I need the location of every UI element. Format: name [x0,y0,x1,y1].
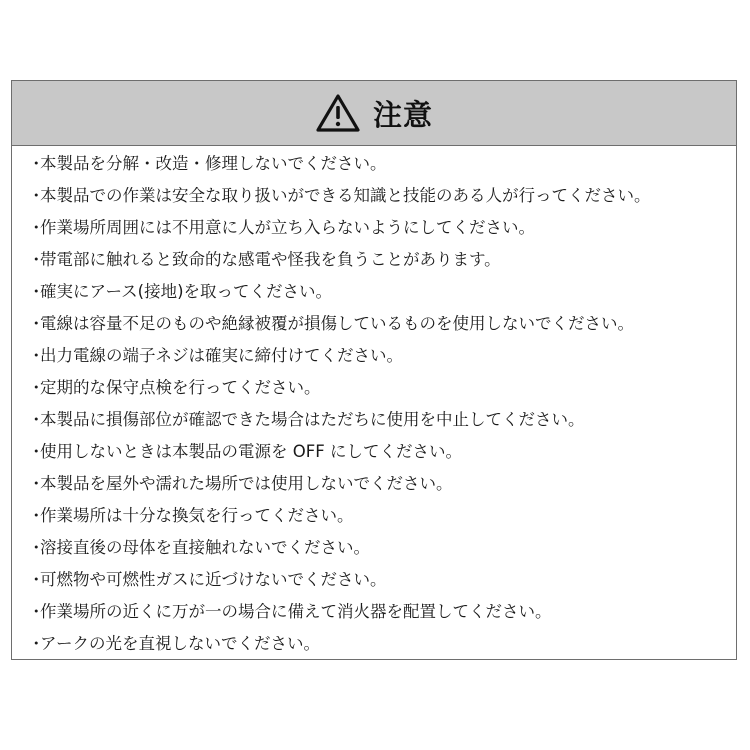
notice-header [12,81,736,146]
list-item [12,244,736,276]
list-item [12,372,736,404]
bullet-mark: ・ [28,442,45,461]
list-item-text: 本製品での作業は安全な取り扱いができる知識と技能のある人が行ってください。 [40,186,651,205]
list-item-text: 電線は容量不足のものや絶縁被覆が損傷しているものを使用しないでください。 [40,314,634,333]
bullet-mark: ・ [28,218,45,237]
list-item [12,404,736,436]
list-item-text: 作業場所周囲には不用意に人が立ち入らないようにしてください。 [40,218,535,237]
list-item-text: 本製品を屋外や濡れた場所では使用しないでください。 [40,474,453,493]
bullet-mark: ・ [28,314,45,333]
list-item [12,180,736,212]
list-item-text: 確実にアース(接地)を取ってください。 [40,282,333,301]
bullet-mark: ・ [28,634,45,653]
bullet-mark: ・ [28,410,45,429]
list-item [12,468,736,500]
list-item [12,212,736,244]
bullet-mark: ・ [28,506,45,525]
list-item-text: 本製品に損傷部位が確認できた場合はただちに使用を中止してください。 [40,410,585,429]
list-item-text: 出力電線の端子ネジは確実に締付けてください。 [40,346,403,365]
warning-triangle-icon [315,93,361,133]
list-item-text: 作業場所は十分な換気を行ってください。 [40,506,354,525]
bullet-mark: ・ [28,378,45,397]
bullet-mark: ・ [28,474,45,493]
notice-title: 注意 [372,97,433,132]
list-item-text: アークの光を直視しないでください。 [40,634,321,653]
bullet-mark: ・ [28,250,45,269]
list-item [12,308,736,340]
bullet-mark: ・ [28,538,45,557]
caution-list [12,146,736,660]
bullet-mark: ・ [28,570,45,589]
list-item [12,564,736,596]
bullet-mark: ・ [28,602,45,621]
bullet-mark: ・ [28,346,45,365]
list-item-text: 帯電部に触れると致命的な感電や怪我を負うことがあります。 [40,250,501,269]
list-item [12,340,736,372]
list-item [12,532,736,564]
list-item [12,148,736,180]
bullet-mark: ・ [28,282,45,301]
list-item [12,500,736,532]
list-item-text: 溶接直後の母体を直接触れないでください。 [40,538,370,557]
list-item [12,436,736,468]
list-item-text: 本製品を分解・改造・修理しないでください。 [40,154,387,173]
bullet-mark: ・ [28,186,45,205]
list-item [12,628,736,660]
list-item [12,276,736,308]
list-item-text: 作業場所の近くに万が一の場合に備えて消火器を配置してください。 [40,602,552,621]
list-item-text: 使用しないときは本製品の電源を OFF にしてください。 [40,442,462,461]
list-item-text: 定期的な保守点検を行ってください。 [40,378,321,397]
list-item [12,596,736,628]
bullet-mark: ・ [28,154,45,173]
caution-notice-box [11,80,737,660]
list-item-text: 可燃物や可燃性ガスに近づけないでください。 [40,570,387,589]
